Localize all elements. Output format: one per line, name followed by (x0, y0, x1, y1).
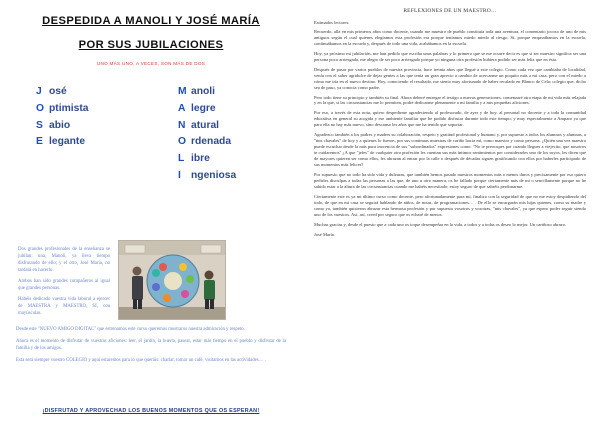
salutation: Estimados lectores: (314, 20, 350, 25)
paragraph: Después de pasar por varios pueblos de nuestra provincia, hace treinta años que llegué a este colegio. Como cada vez que cambiaba de localidad, venía con el saber agridulce de dejar gentes a las que tenía un gran aprecio a cambio de acercarme un poquito más a mi casa, pero con el miedo a cómo me iría en el nuevo destino. Hoy, conociendo el resultado, me siento muy afortunado de haber recalado en Blanco de Cela; colegio que, dicho sea de paso, ya conocía como padre. (314, 66, 586, 90)
signature: José María. (314, 231, 335, 237)
acrostic-row: E legante (36, 136, 86, 148)
acrostic-row: L ibre (178, 153, 210, 165)
paragraph: Ciertamente este es ya mi último curso como docente, pero afortunadamente para mí, finalizo con la seguridad de que no me estoy despidiendo del todo, de que en mi casa se seguirá hablando de niños, de notas, de programaciones… . De ello se encargarán mis hijas quienes, como su madre y como yo, también quisieron abrazar esta hermosa profesión y por supuesto vosotros y vosotras, "mis chavales", ya que espero poder seguir siendo uno de los vuestros. Así, así, creed por seguro que os echaré de menos. (314, 193, 586, 217)
closing-banner: ¡DISFRUTAD Y APROVECHAD LOS BUENOS MOMENTOS QUE OS ESPERAN! (42, 408, 260, 414)
page-subtitle-title: POR SUS JUBILACIONES (78, 39, 224, 51)
farewell-text: Desde este "NUEVO AMIGO DIGITAL" que estrenamos este curso queremos mostraros nuestra admiración y respeto. Ahora es el momento de disfrutar de vuestras aficiones: leer, el jardín, la huerta, pasear, estar más tiempo en el pueblo y disfrutar de la familia y de los amigos. Esta será siempre vuestro COLEGIO y aquí estaremos para lo que queráis: charlar, tomar un café, visitarnos en las actividades… . (16, 327, 286, 363)
page-title: DESPEDIDA A MANOLI Y JOSÉ MARÍA (42, 15, 260, 27)
paragraph: Hoy, ya próximo mi jubilación, me han pedido que escriba unas palabras y lo primero que se me ocurre decir es que si ser maestro significa ser una persona poco arriesgada, me alegro de ser poco arriesgado porque yo ninguna otra profesión hubiera podido ser más feliz que en ésta. (314, 50, 586, 62)
acrostic-row: N atural (178, 119, 220, 131)
acrostic-manoli (178, 84, 236, 185)
acrostic (16, 84, 286, 234)
right-page (300, 0, 600, 424)
acrostic-row: J osé (36, 86, 67, 97)
acrostic-jose (36, 84, 88, 151)
motto: UNO MÁS UNO, A VECES, SON MÁS DE DOS (96, 61, 206, 66)
acrostic-row: M anoli (178, 86, 216, 97)
acrostic-row: A legre (178, 102, 216, 114)
photo-section (16, 240, 286, 322)
paragraph: Por supuesto que no todo ha sido vida y dulzuras, que también hemos pasado nuestros momentos más o menos duros y precisamente por eso quiero pedirles disculpas a todas las personas a las que, de uno u otro manera, os he fallado porque ciertamente más de mi o sencillamente porque no he sabido estar a la altura de las circunstancias cuando me habéis necesitado; estoy seguro de que sabréis perdonarme. (314, 172, 586, 189)
retirement-photo (118, 240, 226, 320)
article-title: REFLEXIONES DE UN MAESTRO… (403, 8, 497, 14)
paragraph: Pero todo tiene su principio y también su final. Ahora deberé entregar el testigo a nuevas generaciones, comenzaré otra etapa de mi vida más relajada y en la que, si las circunstancias me lo permiten, podré dedicarme plenamente a mi familia y a mis pequeñas aficiones. (314, 94, 586, 106)
photo-illustration (119, 241, 226, 320)
photo-caption: Dos grandes profesionales de la enseñanza se jubilan: una, Manoli, ya lleva tiempo disfrutando de ello; y el otro, José María, no tardará en hacerlo. Ambos han sido grandes compañeros al igual que grandes personas. Habéis dedicado vuestra vida laboral a ejercer de MAESTRA y MAESTRO, SI, con mayúsculas. (18, 247, 110, 316)
paragraph: Agradezco también a los padres y madres su colaboración, respeto y gratitud profesional y humano y, por supuesto a todos los alumnos y alumnas, a "mis chavales" de hoy y a quienes lo fueron, por sus continuas muestras de cariño hacia mí, como maestro y como persona. ¿Quién una vez maestro puede escuchar desde la más pura inocencia de sus "subordinados" expresiones como: "No te preocupes por cuando llegues a viejecito, que nosotros te cuidaremos" ¿A que "jefes" de cualquier otra profesión les cuentan sus más íntimos sentimientos por considerarles uno de los suyos, les dicen que de mayores quieren ser como ellos, les abrazan al entrar por la calle o después de décadas siguen gratificando con ellos por haberles participado de sus momentos más felices? (314, 132, 586, 168)
acrostic-row: S abio (36, 119, 71, 131)
paragraph: Recuerdo, allá en mis primeros años como docente, cuando me muestro de pueblo constituía toda una aventura, el comentario jocoso de uno de mis antiguos según el cual quienes elegíamos esta profesión era porque teníamos miedo miedo al riesgo. Sí, porque empezábamos en la escuela, continuábamos en la escuela y, después de todo una vida, acabábamos en la escuela. (314, 28, 586, 46)
acrostic-row: I ngeniosa (178, 169, 237, 181)
paragraph: Por eso, a través de esta nota, quiero despedirme agradeciendo al profesorado, de ayer y de hoy, al personal no docente y a toda la comunidad educativa en general su acogida y ese ambiente familiar que he podido disfrutar durante todo este tiempo; y muy especialmente a Amparo ya que para ella no hay más nuevo, sino descanso les años que me ha tenido que soportar. (314, 110, 586, 128)
acrostic-row: O ptimista (36, 102, 89, 114)
paragraph: Muchas gracias y, desde el puesto que a cada uno os toque desempeñar en la vida, a todos y a todas os deseo lo mejor. Un cariñoso abrazo. (314, 221, 567, 227)
letter-body (314, 20, 586, 238)
acrostic-row: O rdenada (178, 136, 232, 148)
